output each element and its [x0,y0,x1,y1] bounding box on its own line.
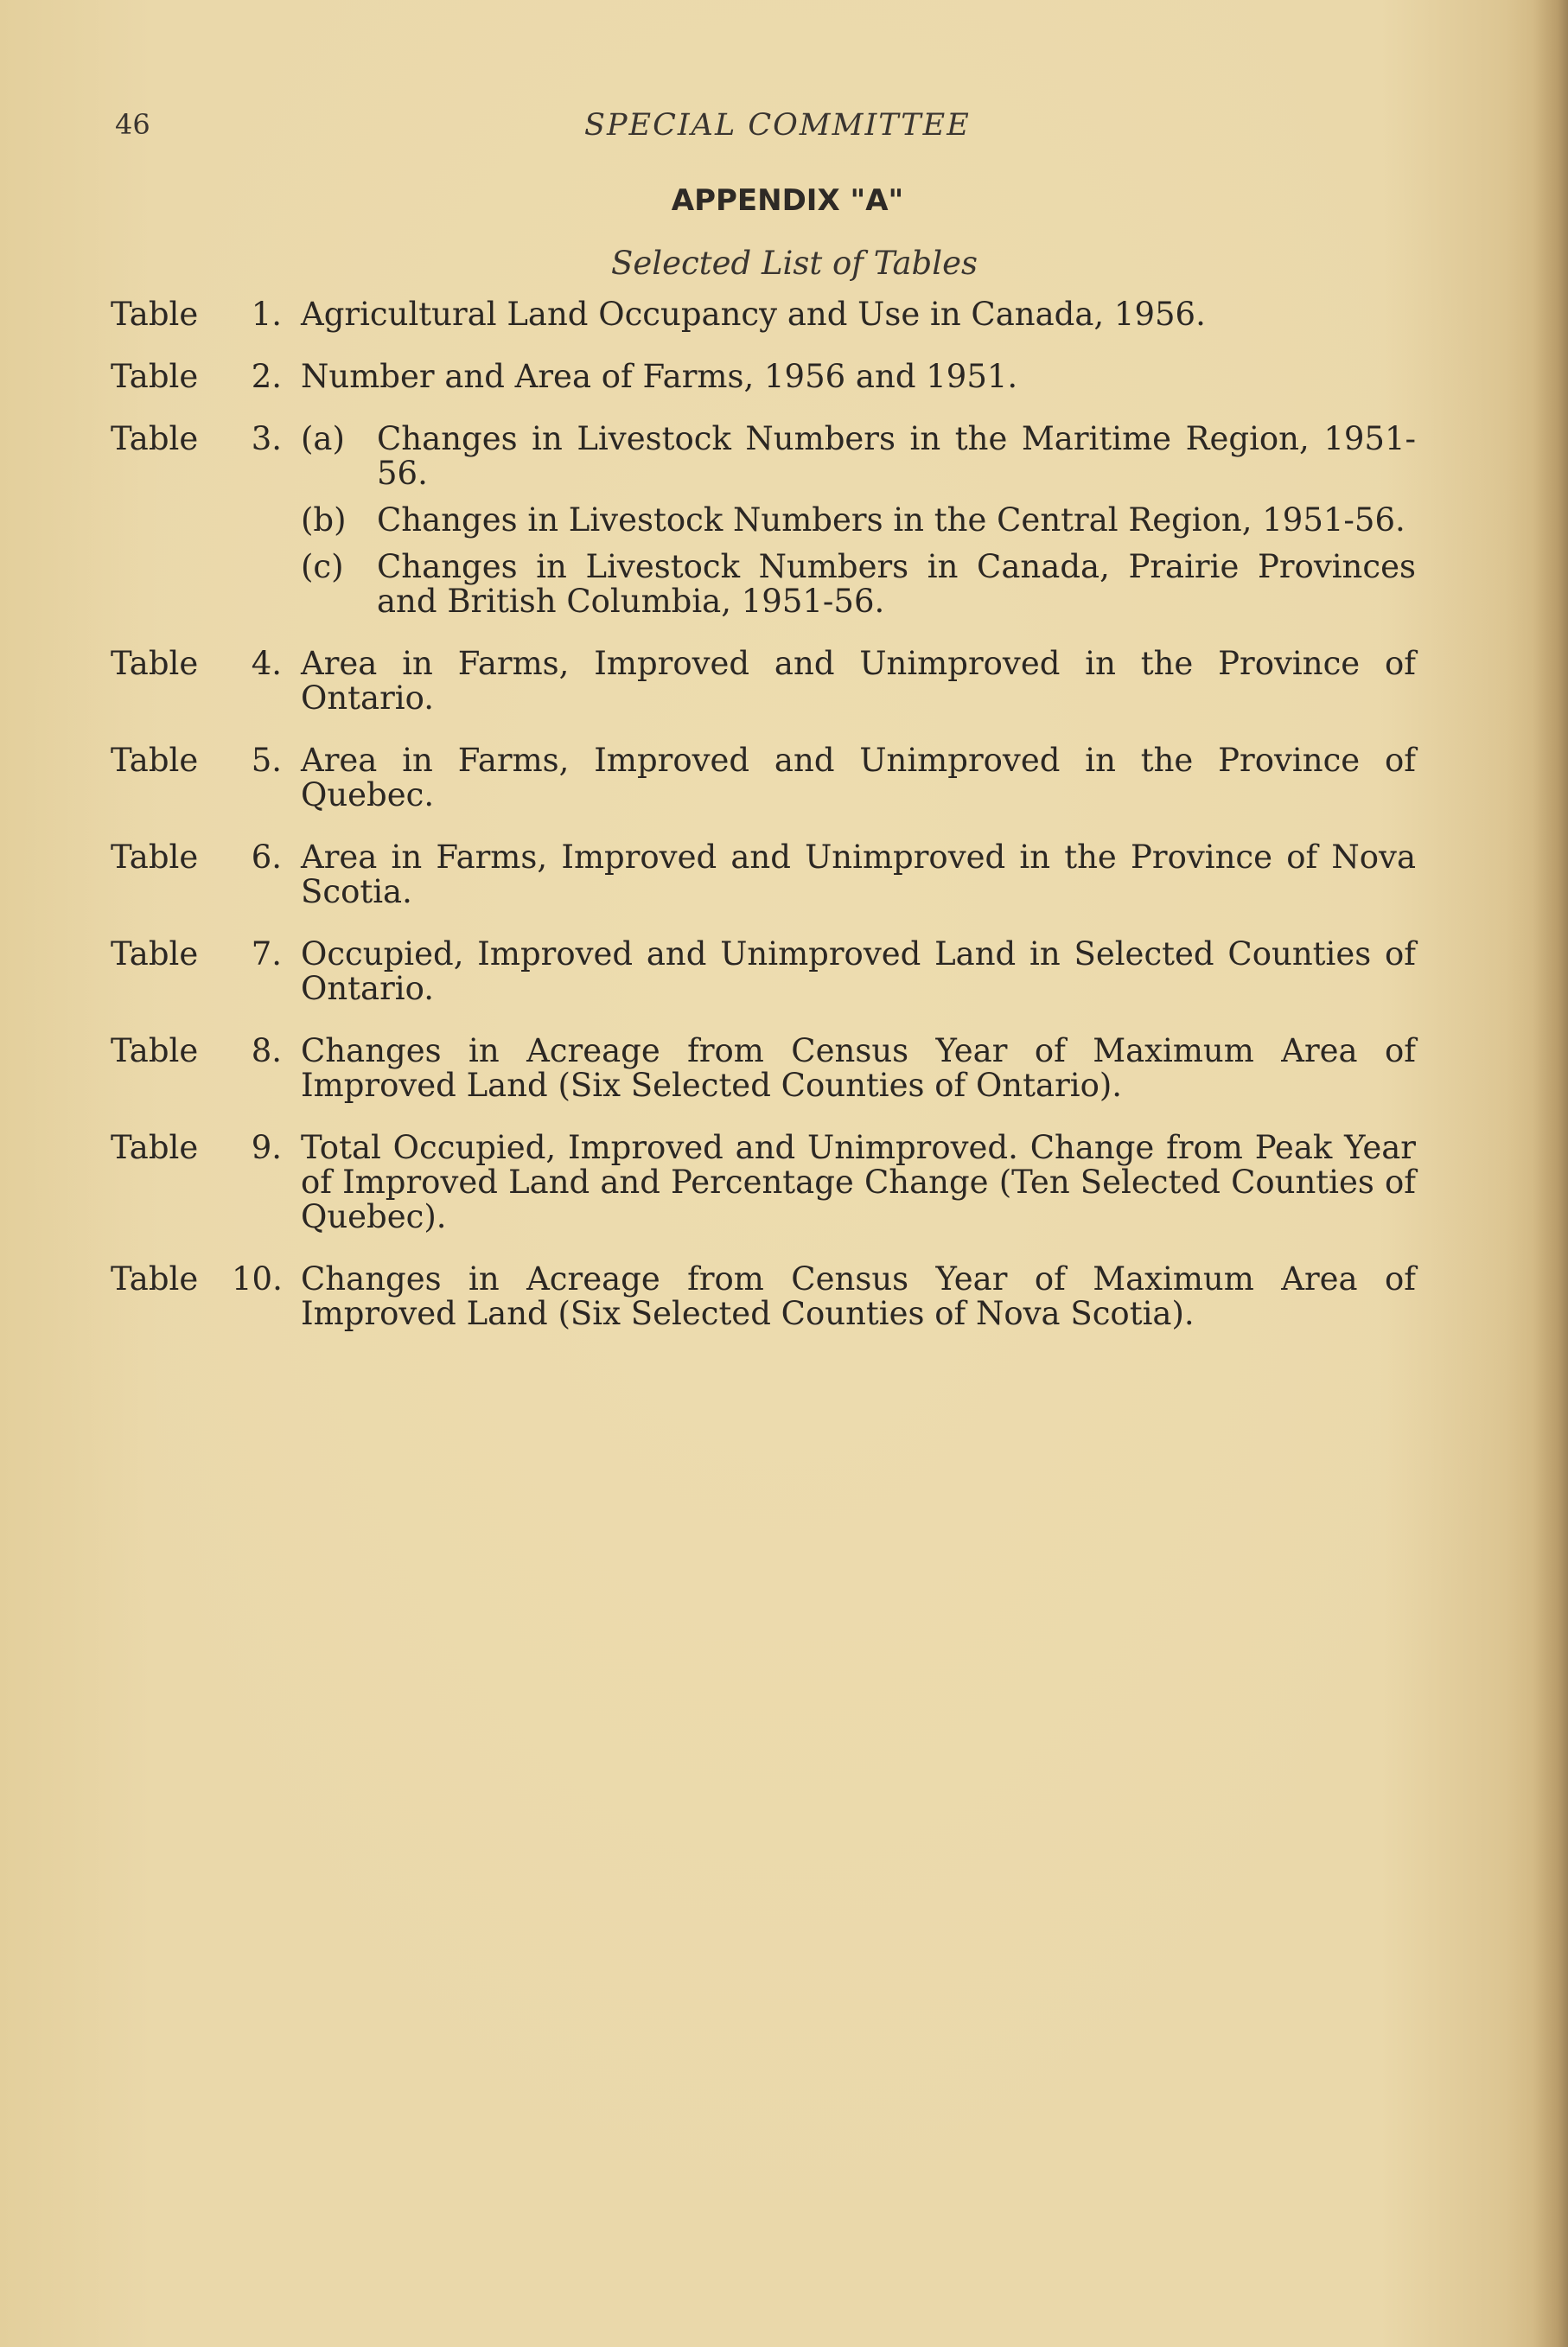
table-entry-6 [111,840,1425,909]
table-label: Table [111,935,199,973]
table-title: Area in Farms, Improved and Unimproved in the Province of Quebec. [301,742,1416,813]
sub-item-letter: (c) [301,548,344,585]
table-title: Changes in Acreage from Census Year of Maximum Area of Improved Land (Six Selected Counties of Ontario). [301,1032,1416,1104]
table-entry-2 [111,360,1425,394]
table-sub-list [301,422,1425,619]
table-title: Area in Farms, Improved and Unimproved in the Province of Nova Scotia. [301,839,1416,910]
table-label: Table [111,1129,199,1166]
table-title: Total Occupied, Improved and Unimproved. Change from Peak Year of Improved Land and Percentage Change (Ten Selected Counties of Quebec). [301,1129,1416,1235]
table-title: Occupied, Improved and Unimproved Land in Selected Counties of Ontario. [301,935,1416,1007]
page-spine-shadow [1533,0,1568,2347]
table-number: 3. [251,420,282,457]
table-label: Table [111,420,199,457]
table-entry-9 [111,1131,1425,1234]
sub-item-title: Changes in Livestock Numbers in Canada, Prairie Provinces and British Columbia, 1951-56. [377,548,1416,620]
table-entry-3 [111,422,1425,619]
table-number: 5. [251,742,282,779]
list-subtitle: Selected List of Tables [611,245,978,282]
page-number: 46 [115,108,150,141]
table-number: 6. [251,839,282,876]
sub-item-letter: (b) [301,501,347,539]
table-label: Table [111,839,199,876]
table-label: Table [111,358,199,395]
sub-item-letter: (a) [301,420,345,457]
table-title: Number and Area of Farms, 1956 and 1951. [301,358,1018,395]
table-entry-7 [111,937,1425,1006]
running-title: SPECIAL COMMITTEE [584,108,971,143]
running-head [0,108,1568,151]
table-sub-item-c [301,550,1416,619]
table-entry-5 [111,743,1425,813]
table-title: Area in Farms, Improved and Unimproved in the Province of Ontario. [301,645,1416,717]
table-label: Table [111,1032,199,1069]
table-list [111,297,1425,1359]
table-sub-item-a [301,422,1416,491]
table-number: 4. [251,645,282,682]
sub-item-title: Changes in Livestock Numbers in the Maritime Region, 1951-56. [377,420,1416,492]
table-entry-10 [111,1262,1425,1331]
sub-item-title: Changes in Livestock Numbers in the Central Region, 1951-56. [377,501,1405,539]
table-title: Changes in Acreage from Census Year of Maximum Area of Improved Land (Six Selected Counties of Nova Scotia). [301,1260,1416,1332]
table-entry-1 [111,297,1425,332]
table-number: 10. [232,1260,283,1298]
table-label: Table [111,742,199,779]
table-label: Table [111,1260,199,1298]
appendix-heading: APPENDIX "A" [671,183,904,218]
table-number: 8. [251,1032,282,1069]
table-number: 9. [251,1129,282,1166]
table-title: Agricultural Land Occupancy and Use in Canada, 1956. [301,296,1206,333]
table-number: 1. [251,296,282,333]
table-sub-item-b [301,503,1416,538]
table-number: 2. [251,358,282,395]
table-label: Table [111,296,199,333]
table-number: 7. [251,935,282,973]
table-entry-4 [111,647,1425,716]
table-entry-8 [111,1034,1425,1103]
table-label: Table [111,645,199,682]
